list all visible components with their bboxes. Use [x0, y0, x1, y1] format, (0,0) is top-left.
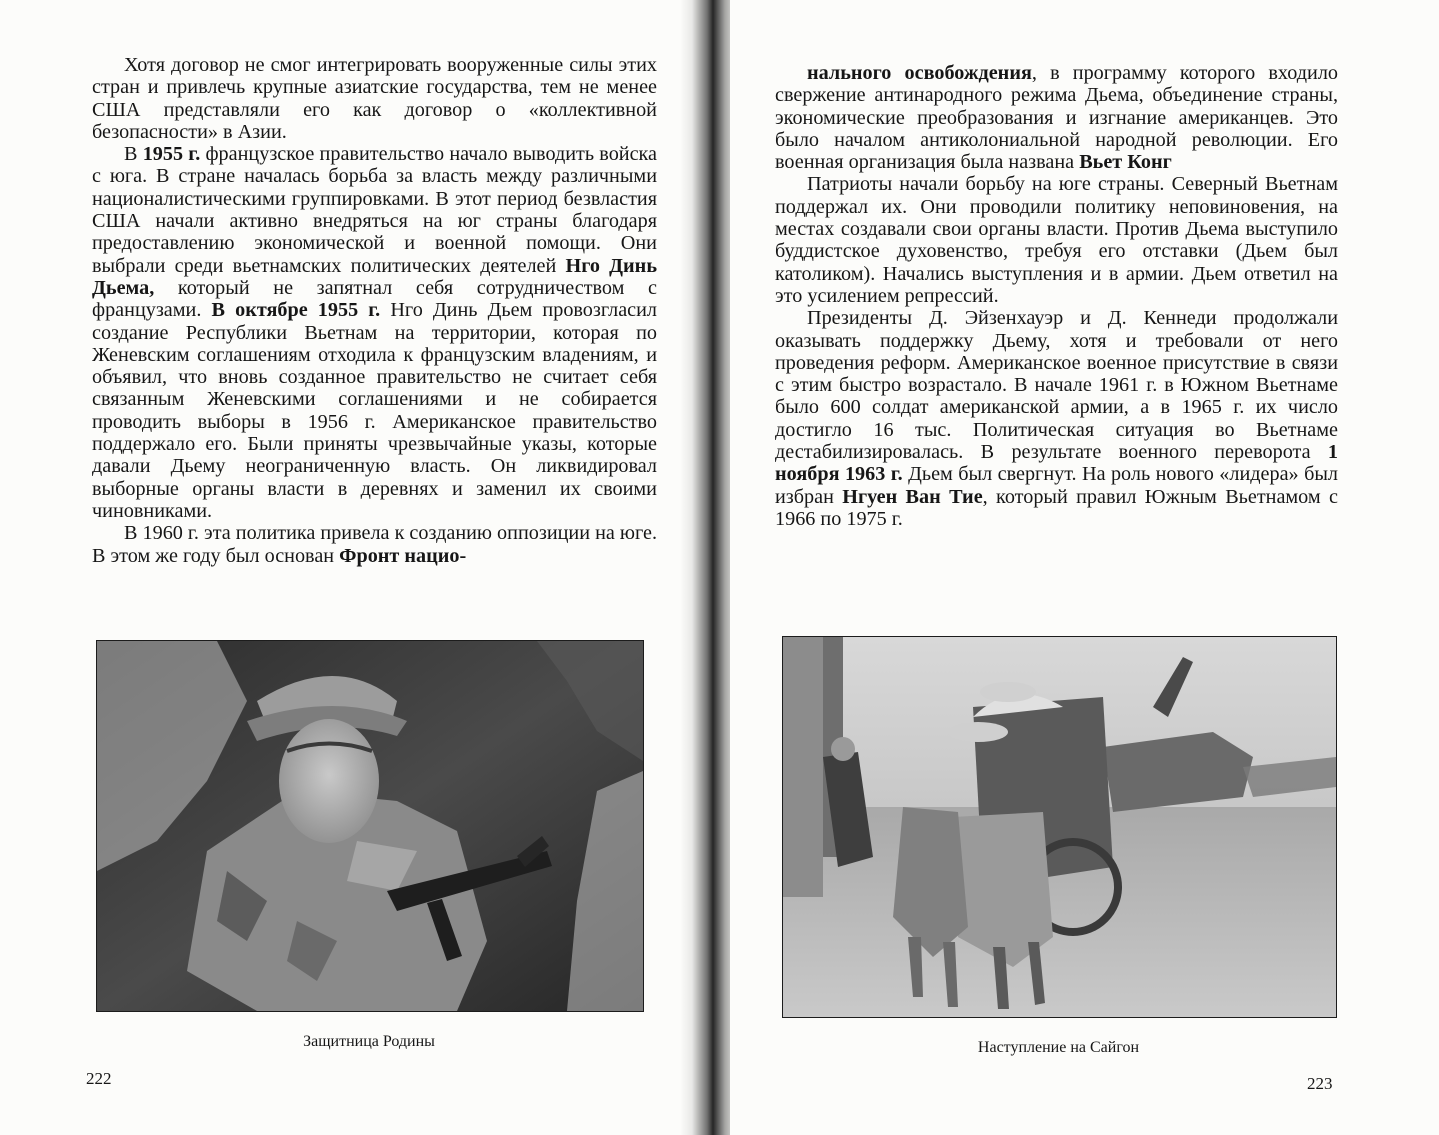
text-run: Хотя договор не смог интегрировать вооруженные силы этих стран и привлечь крупные азиатские государства, тем не менее США представляли его как договор о «коллективной безопасности» в Азии.	[92, 54, 657, 143]
text-run: Президенты Д. Эйзенхауэр и Д. Кеннеди продолжали оказывать поддержку Дьему, хотя и требовали от него проведения реформ. Американское военное присутствие в связи с этим быстро возрастало. В начале 1961 г. в Южном Вьетнаме было 600 солдат американской армии, а в 1965 г. их число достигло 16 тыс. Политическая ситуация во Вьетнаме дестабилизировалась. В результате военного переворота	[775, 307, 1338, 464]
right-photo-caption: Наступление на Сайгон	[977, 1039, 1140, 1056]
text-run: В 1960 г. эта политика привела к созданию оппозиции на юге. В этом же году был основан	[92, 522, 657, 567]
woman-soldier-photo-drawing	[97, 641, 643, 1011]
bold-text: 1 ноября 1963 г.	[775, 441, 1338, 486]
right-page-text	[775, 62, 1338, 530]
text-run: , в программу которого входило свержение антинародного режима Дьема, объединение страны, экономические преобразования и изгнание американцев. Это было началом антиколониальной народной революции. Его военная организация была названа	[775, 62, 1338, 174]
paragraph	[92, 54, 657, 143]
paragraph	[775, 62, 1338, 173]
text-run: , который правил Южным Вьетнамом с 1966 по 1975 г.	[775, 485, 1338, 530]
left-page-text	[92, 54, 657, 567]
paragraph	[92, 522, 657, 567]
bold-text: Нгуен Ван Тие	[842, 485, 983, 508]
right-page-number: 223	[1307, 1074, 1333, 1093]
paragraph	[775, 307, 1338, 530]
photo-woman-soldier	[96, 640, 644, 1012]
text-run: Нго Динь Дьем провозгласил создание Республики Вьетнам на территории, которая по Женевским соглашениям отходила к французским владениям, и объявил, что вновь созданное правительство не считает себя связанным Женевскими соглашениями и не собирается проводить выборы в 1956 г. Американское правительство поддержало его. Были приняты чрезвычайные указы, которые давали Дьему неограниченную власть. Он ликвидировал выборные органы власти в деревнях и заменил их своими чиновниками.	[92, 299, 657, 522]
bold-text: Фронт нацио-	[339, 544, 467, 567]
text-run: Дьем был свергнут. На роль нового «лидера» был избран	[775, 463, 1338, 508]
bold-text: В октябре 1955 г.	[211, 299, 381, 322]
bold-text: 1955 г.	[142, 143, 201, 166]
left-page-number: 222	[86, 1069, 112, 1088]
text-run: Патриоты начали борьбу на юге страны. Северный Вьетнам поддержал их. Они проводили политику неповиновения, на местах создавали свои органы власти. Против Дьема выступило буддистское духовенство, требуя его отставки (Дьем был католиком). Начались выступления и в армии. Дьем ответил на это усилением репрессий.	[775, 173, 1338, 307]
text-run: французское правительство начало выводить войска с юга. В стране началась борьба за власть между различными националистическими группировками. В этот период безвластия США начали активно внедряться на юг страны благодаря предоставлению экономической и военной помощи. Они выбрали среди вьетнамских политических деятелей	[92, 143, 658, 277]
bold-text: Нго Динь Дьема,	[92, 254, 657, 299]
photo-saigon-offensive	[782, 636, 1337, 1018]
saigon-offensive-photo-drawing	[783, 637, 1336, 1017]
paragraph	[92, 143, 657, 522]
left-page	[0, 0, 700, 1135]
paragraph	[775, 173, 1338, 307]
left-photo-caption: Защитница Родины	[303, 1033, 435, 1050]
bold-text: Вьет Конг	[1079, 151, 1172, 174]
text-run: который не запятнал себя сотрудничеством с французами.	[92, 276, 657, 322]
bold-text: нального освобождения	[807, 62, 1032, 84]
text-run: В	[124, 143, 143, 166]
right-page	[730, 0, 1439, 1135]
